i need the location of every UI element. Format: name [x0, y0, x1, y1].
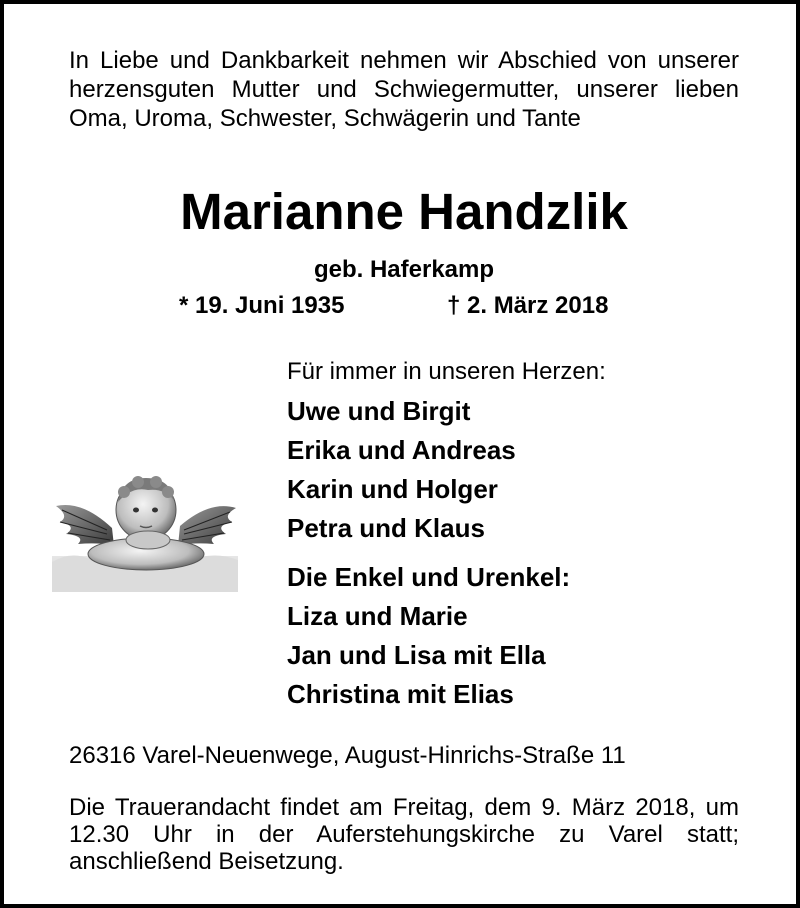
- mourner-line: Liza und Marie: [287, 601, 468, 631]
- birth-date: * 19. Juni 1935: [179, 292, 345, 319]
- maiden-name: geb. Haferkamp: [313, 256, 495, 283]
- deceased-name: Marianne Handzlik: [180, 183, 628, 240]
- service-info: Die Trauerandacht findet am Freitag, dem 9. März 2018, um 12.30 Uhr in der Auferstehungskirche zu Varel statt; anschließend Beisetzung.: [69, 794, 739, 875]
- mourner-line: Petra und Klaus: [287, 513, 485, 543]
- mourner-line: Karin und Holger: [287, 474, 498, 504]
- mourners-heading: Für immer in unseren Herzen:: [287, 358, 606, 385]
- mourner-line: Christina mit Elias: [287, 679, 514, 709]
- intro-text: In Liebe und Dankbarkeit nehmen wir Abschied von unserer herzensguten Mutter und Schwiegermutter, unserer lieben Oma, Uroma, Schwester, Schwägerin und Tante: [69, 47, 739, 132]
- grandchildren-heading: Die Enkel und Urenkel:: [287, 562, 571, 592]
- mourner-line: Uwe und Birgit: [287, 396, 471, 426]
- death-date: † 2. März 2018: [447, 292, 609, 319]
- cherub-illustration: [52, 470, 238, 592]
- mourner-line: Jan und Lisa mit Ella: [287, 640, 546, 670]
- address: 26316 Varel-Neuenwege, August-Hinrichs-Straße 11: [69, 742, 626, 769]
- mourner-line: Erika und Andreas: [287, 435, 516, 465]
